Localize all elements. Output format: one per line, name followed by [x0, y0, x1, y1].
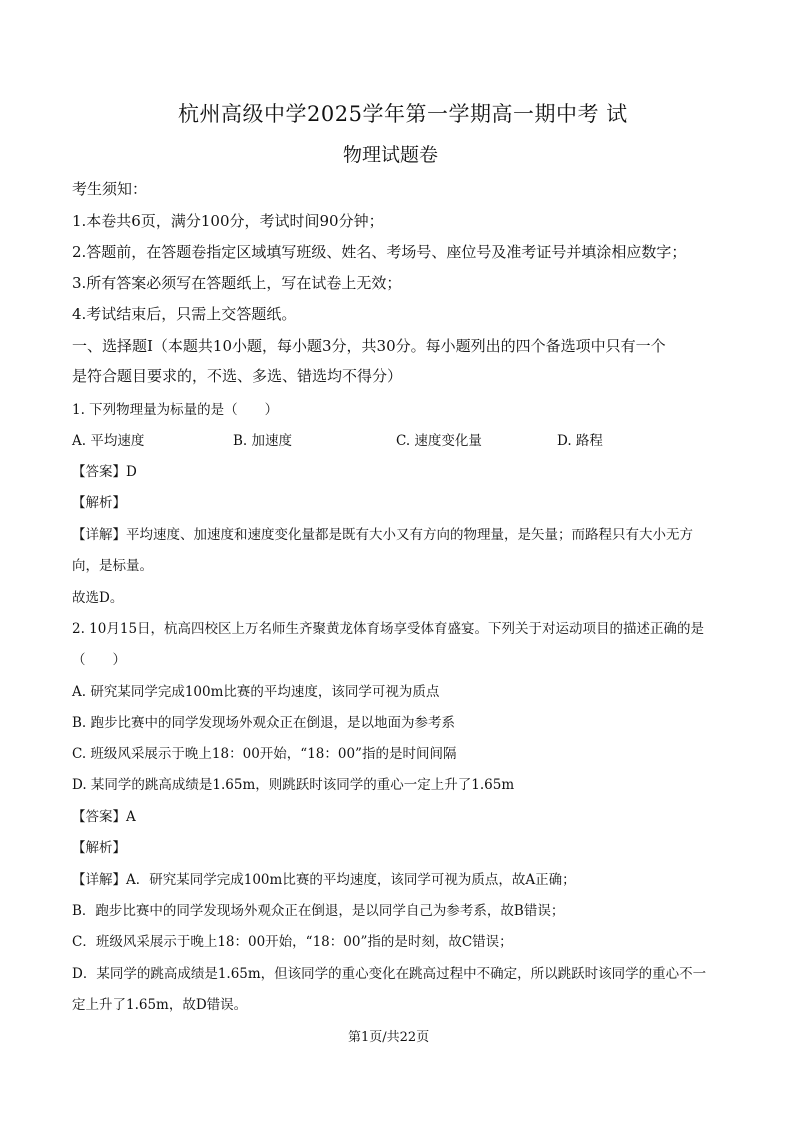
question-1-analysis-label: 【解析】: [72, 495, 126, 511]
section-heading-line-2: 是符合题目要求的，不选、多选、错选均不得分）: [72, 367, 403, 385]
question-1-stem: 1. 下列物理量为标量的是（ ）: [72, 402, 279, 418]
question-2-detail-a: 【详解】A．研究某同学完成100m比赛的平均速度，该同学可视为质点，故A正确；: [72, 872, 576, 888]
question-1-conclusion: 故选D。: [72, 590, 124, 606]
answer-label: 【答案】: [72, 464, 126, 480]
notice-item-3: 3.所有答案必须写在答题纸上，写在试卷上无效；: [72, 274, 402, 292]
answer-value: D: [126, 464, 137, 480]
question-1-detail-line-1: 【详解】平均速度、加速度和速度变化量都是既有大小又有方向的物理量，是矢量；而路程只有大小无方: [72, 527, 693, 543]
exam-title: 杭州高级中学2025学年第一学期高一期中考 试: [178, 102, 628, 126]
notice-item-1: 1.本卷共6页，满分100分，考试时间90分钟；: [72, 212, 384, 230]
answer-label: 【答案】: [72, 809, 126, 825]
question-2-detail-c: C．班级风采展示于晚上18：00开始，“18：00”指的是时刻，故C错误；: [72, 934, 513, 950]
exam-subtitle: 物理试题卷: [343, 144, 439, 166]
answer-value: A: [126, 809, 136, 825]
question-2-detail-b: B．跑步比赛中的同学发现场外观众正在倒退，是以同学自己为参考系，故B错误；: [72, 903, 565, 919]
notice-item-4: 4.考试结束后，只需上交答题纸。: [72, 305, 297, 323]
question-1-option-b: B. 加速度: [233, 433, 293, 449]
question-2-option-b: B. 跑步比赛中的同学发现场外观众正在倒退，是以地面为参考系: [72, 715, 456, 731]
question-1-option-c: C. 速度变化量: [396, 433, 482, 449]
notice-item-2: 2.答题前，在答题卷指定区域填写班级、姓名、考场号、座位号及准考证号并填涂相应数字；: [72, 243, 687, 261]
question-1-option-d: D. 路程: [557, 433, 603, 449]
question-1-answer: [72, 460, 137, 480]
question-2-detail-d-line-1: D．某同学的跳高成绩是1.65m，但该同学的重心变化在跳高过程中不确定，所以跳跃时该同学的重心不一: [72, 966, 707, 982]
question-1-option-a: A. 平均速度: [72, 433, 145, 449]
question-2-analysis-label: 【解析】: [72, 840, 126, 856]
section-heading-line-1: 一、选择题Ⅰ（本题共10小题，每小题3分，共30分。每小题列出的四个备选项中只有一个: [72, 337, 666, 355]
question-2-option-c: C. 班级风采展示于晚上18：00开始，“18：00”指的是时间间隔: [72, 746, 457, 762]
question-2-answer: [72, 805, 136, 825]
question-2-stem-line-1: 2. 10月15日，杭高四校区上万名师生齐聚黄龙体育场享受体育盛宴。下列关于对运动项目的描述正确的是: [72, 621, 705, 637]
page-number: 第1页/共22页: [348, 1030, 430, 1045]
question-2-option-a: A. 研究某同学完成100m比赛的平均速度，该同学可视为质点: [72, 684, 440, 700]
question-2-detail-d-line-2: 定上升了1.65m，故D错误。: [72, 997, 248, 1013]
notice-heading: 考生须知：: [72, 180, 148, 198]
question-1-detail-line-2: 向，是标量。: [72, 558, 153, 574]
question-2-stem-line-2: （ ）: [72, 652, 126, 668]
question-2-option-d: D. 某同学的跳高成绩是1.65m，则跳跃时该同学的重心一定上升了1.65m: [72, 777, 515, 793]
